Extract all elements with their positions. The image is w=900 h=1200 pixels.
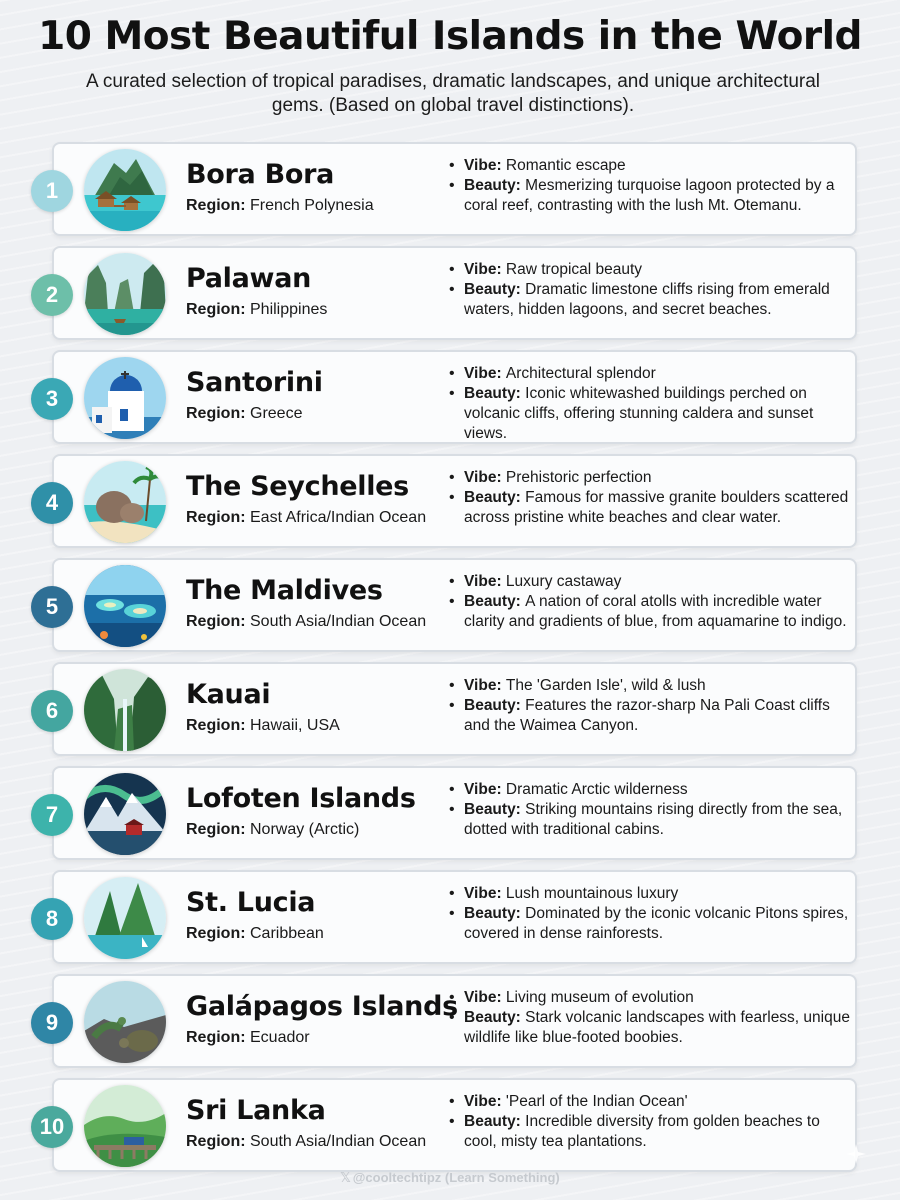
vibe-line	[446, 156, 851, 176]
island-row	[0, 350, 900, 444]
beauty-line	[446, 176, 851, 216]
beauty-value: Mesmerizing turquoise lagoon protected by a coral reef, contrasting with the lush Mt. Otemanu.	[464, 177, 835, 214]
island-name: Bora Bora	[186, 159, 335, 190]
beauty-value: Dramatic limestone cliffs rising from emerald waters, hidden lagoons, and secret beaches.	[464, 281, 830, 318]
beauty-value: Iconic whitewashed buildings perched on volcanic cliffs, offering stunning caldera and sunset views.	[464, 385, 814, 442]
waterfall-canyon-icon	[84, 669, 166, 751]
region-label: Region:	[186, 717, 250, 734]
island-row	[0, 142, 900, 236]
x-logo-icon: 𝕏	[340, 1171, 351, 1186]
beauty-label: Beauty:	[464, 385, 526, 402]
beauty-line	[446, 280, 851, 320]
beauty-value: Incredible diversity from golden beaches to cool, misty tea plantations.	[464, 1113, 820, 1150]
island-row	[0, 1078, 900, 1172]
rank-badge: 2	[31, 274, 73, 316]
footer-credit	[0, 1170, 900, 1186]
island-details	[446, 156, 851, 216]
beauty-line	[446, 1112, 851, 1152]
rank-badge: 6	[31, 690, 73, 732]
beauty-label: Beauty:	[464, 1009, 526, 1026]
vibe-line	[446, 572, 851, 592]
beauty-line	[446, 800, 851, 840]
island-row	[0, 454, 900, 548]
rank-badge: 4	[31, 482, 73, 524]
island-region	[186, 197, 374, 215]
region-value: Hawaii, USA	[250, 717, 340, 734]
beauty-line	[446, 696, 851, 736]
island-row	[0, 766, 900, 860]
island-name: The Maldives	[186, 575, 383, 606]
island-name: Lofoten Islands	[186, 783, 416, 814]
beauty-line	[446, 384, 851, 444]
vibe-value: Living museum of evolution	[505, 989, 694, 1006]
vibe-value: Architectural splendor	[505, 365, 656, 382]
rank-badge: 5	[31, 586, 73, 628]
island-region	[186, 1029, 310, 1047]
vibe-value: Romantic escape	[505, 157, 626, 174]
vibe-label: Vibe:	[464, 365, 506, 382]
vibe-value: Raw tropical beauty	[505, 261, 643, 278]
vibe-value: The 'Garden Isle', wild & lush	[505, 677, 706, 694]
island-region	[186, 509, 426, 527]
region-value: French Polynesia	[250, 197, 374, 214]
island-name: Galápagos Islands	[186, 991, 458, 1022]
beauty-value: Famous for massive granite boulders scattered across pristine white beaches and clear water.	[464, 489, 849, 526]
pitons-peaks-icon	[84, 877, 166, 959]
vibe-line	[446, 468, 851, 488]
beauty-line	[446, 904, 851, 944]
island-region	[186, 405, 302, 423]
beauty-value: A nation of coral atolls with incredible water clarity and gradients of blue, from aquamarine to indigo.	[464, 593, 847, 630]
vibe-line	[446, 884, 851, 904]
island-region	[186, 821, 359, 839]
aurora-mountains-icon	[84, 773, 166, 855]
region-value: Greece	[250, 405, 303, 422]
vibe-line	[446, 260, 851, 280]
island-details	[446, 364, 851, 444]
beauty-label: Beauty:	[464, 801, 526, 818]
island-region	[186, 925, 324, 943]
island-row	[0, 662, 900, 756]
vibe-value: Lush mountainous luxury	[505, 885, 679, 902]
vibe-value: Prehistoric perfection	[505, 469, 652, 486]
vibe-label: Vibe:	[464, 781, 506, 798]
beauty-label: Beauty:	[464, 489, 526, 506]
blue-dome-church-icon	[84, 357, 166, 439]
beauty-label: Beauty:	[464, 177, 526, 194]
beauty-value: Striking mountains rising directly from the sea, dotted with traditional cabins.	[464, 801, 843, 838]
island-row	[0, 974, 900, 1068]
island-name: Palawan	[186, 263, 312, 294]
beauty-value: Dominated by the iconic volcanic Pitons spires, covered in dense rainforests.	[464, 905, 849, 942]
page-subtitle: A curated selection of tropical paradises, dramatic landscapes, and unique architectural gems. (Based on global travel distinctions).	[85, 71, 821, 116]
vibe-label: Vibe:	[464, 989, 506, 1006]
vibe-line	[446, 780, 851, 800]
beauty-value: Stark volcanic landscapes with fearless, unique wildlife like blue-footed boobies.	[464, 1009, 850, 1046]
vibe-value: Dramatic Arctic wilderness	[505, 781, 688, 798]
island-details	[446, 988, 851, 1048]
vibe-line	[446, 676, 851, 696]
island-details	[446, 572, 851, 632]
island-details	[446, 1092, 851, 1152]
vibe-line	[446, 1092, 851, 1112]
region-label: Region:	[186, 405, 250, 422]
island-row	[0, 870, 900, 964]
region-label: Region:	[186, 821, 250, 838]
region-label: Region:	[186, 301, 250, 318]
island-details	[446, 260, 851, 320]
region-value: Philippines	[250, 301, 328, 318]
region-value: South Asia/Indian Ocean	[250, 613, 427, 630]
beauty-line	[446, 1008, 851, 1048]
island-details	[446, 780, 851, 840]
coral-atolls-icon	[84, 565, 166, 647]
island-name: Santorini	[186, 367, 323, 398]
overwater-bungalows-icon	[84, 149, 166, 231]
page-title: 10 Most Beautiful Islands in the World	[38, 14, 862, 59]
island-details	[446, 676, 851, 736]
island-name: The Seychelles	[186, 471, 409, 502]
region-label: Region:	[186, 1133, 250, 1150]
island-row	[0, 246, 900, 340]
beauty-line	[446, 592, 851, 632]
island-details	[446, 884, 851, 944]
rank-badge: 9	[31, 1002, 73, 1044]
vibe-label: Vibe:	[464, 261, 506, 278]
vibe-value: 'Pearl of the Indian Ocean'	[505, 1093, 688, 1110]
region-value: Norway (Arctic)	[250, 821, 360, 838]
island-name: Kauai	[186, 679, 271, 710]
beauty-value: Features the razor-sharp Na Pali Coast cliffs and the Waimea Canyon.	[464, 697, 830, 734]
beauty-label: Beauty:	[464, 697, 526, 714]
limestone-cliffs-icon	[84, 253, 166, 335]
region-value: Ecuador	[250, 1029, 310, 1046]
beauty-label: Beauty:	[464, 593, 526, 610]
region-label: Region:	[186, 613, 250, 630]
island-region	[186, 717, 340, 735]
vibe-line	[446, 364, 851, 384]
island-name: St. Lucia	[186, 887, 316, 918]
tea-hills-train-icon	[84, 1085, 166, 1167]
island-row	[0, 558, 900, 652]
vibe-line	[446, 988, 851, 1008]
region-label: Region:	[186, 1029, 250, 1046]
region-label: Region:	[186, 509, 250, 526]
rank-badge: 3	[31, 378, 73, 420]
beauty-line	[446, 488, 851, 528]
beauty-label: Beauty:	[464, 1113, 526, 1130]
vibe-label: Vibe:	[464, 677, 506, 694]
region-value: Caribbean	[250, 925, 324, 942]
rank-badge: 8	[31, 898, 73, 940]
region-value: East Africa/Indian Ocean	[250, 509, 427, 526]
region-label: Region:	[186, 197, 250, 214]
region-value: South Asia/Indian Ocean	[250, 1133, 427, 1150]
vibe-label: Vibe:	[464, 469, 506, 486]
island-name: Sri Lanka	[186, 1095, 326, 1126]
island-region	[186, 301, 327, 319]
rank-badge: 10	[31, 1106, 73, 1148]
island-region	[186, 1133, 426, 1151]
vibe-label: Vibe:	[464, 885, 506, 902]
vibe-label: Vibe:	[464, 573, 506, 590]
beauty-label: Beauty:	[464, 905, 526, 922]
vibe-label: Vibe:	[464, 1093, 506, 1110]
sparkle-icon	[846, 1144, 866, 1164]
vibe-label: Vibe:	[464, 157, 506, 174]
footer-handle: @cooltechtipz (Learn Something)	[352, 1170, 560, 1185]
vibe-value: Luxury castaway	[505, 573, 622, 590]
island-region	[186, 613, 426, 631]
rank-badge: 7	[31, 794, 73, 836]
granite-boulders-icon	[84, 461, 166, 543]
rank-badge: 1	[31, 170, 73, 212]
iguana-tortoise-icon	[84, 981, 166, 1063]
beauty-label: Beauty:	[464, 281, 526, 298]
region-label: Region:	[186, 925, 250, 942]
island-details	[446, 468, 851, 528]
